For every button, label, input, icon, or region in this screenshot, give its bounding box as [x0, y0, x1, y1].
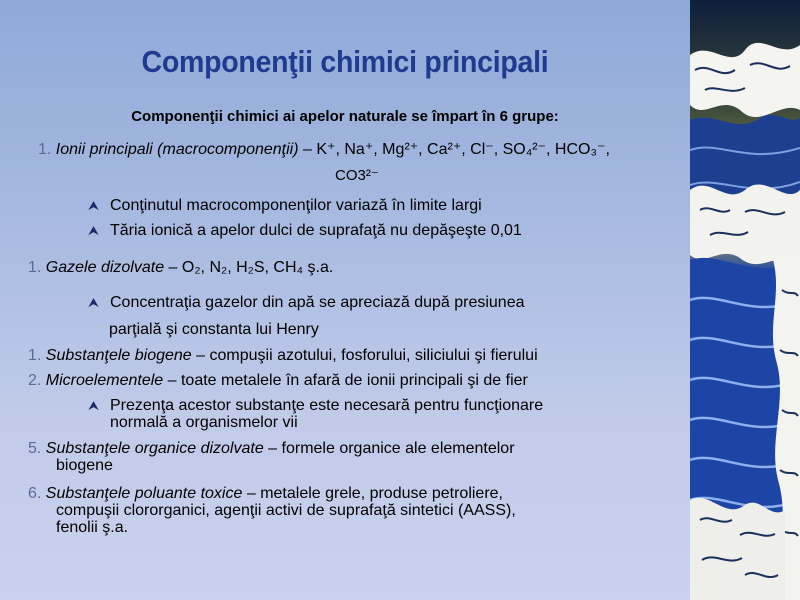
- bullet-text-continued: parţială şi constanta lui Henry: [109, 321, 319, 338]
- item-formula: K⁺, Na⁺, Mg²⁺, Ca²⁺, Cl⁻, SO₄²⁻, HCO₃⁻,: [316, 141, 610, 158]
- item-dash: –: [263, 440, 282, 457]
- item-dash: –: [242, 485, 261, 502]
- bullet-text: Concentraţia gazelor din apă se apreciază după presiunea: [110, 294, 525, 311]
- list-item-biogenic: [28, 346, 538, 366]
- bullet-item: [88, 397, 544, 414]
- bullet-text: Tăria ionică a apelor dulci de suprafaţă nu depăşeşte 0,01: [110, 222, 522, 239]
- item-text: toate metalele în afară de ionii principali şi de fier: [180, 372, 528, 389]
- item-label: Microelementele: [45, 372, 164, 389]
- bullet-text: Conţinutul macrocomponenţilor variază în limite largi: [110, 197, 482, 214]
- arrow-bullet-icon: ⮝: [88, 295, 100, 310]
- item-text-continued: fenolii ş.a.: [56, 519, 129, 536]
- item-number: 6.: [28, 485, 42, 502]
- item-text: formele organice ale elementelor: [281, 440, 515, 457]
- item-number: 5.: [28, 440, 42, 457]
- arrow-bullet-icon: ⮝: [88, 198, 100, 213]
- item-text-continued: compuşii clororganici, agenţii activi de suprafaţă sintetici (AASS),: [56, 502, 516, 519]
- list-item-organic: [28, 440, 515, 457]
- item-number: 1.: [38, 141, 52, 158]
- item-dash: –: [164, 259, 182, 276]
- item-dash: –: [191, 347, 210, 364]
- item-number: 2.: [28, 372, 42, 389]
- bullet-item: [88, 221, 522, 241]
- arrow-bullet-icon: ⮝: [88, 398, 100, 413]
- item-label: Ionii principali (macrocomponenţii): [55, 141, 299, 158]
- item-label: Substanţele biogene: [45, 347, 192, 364]
- slide-title: Componenţii chimici principali: [141, 44, 549, 79]
- list-item-microelements: [28, 371, 528, 391]
- list-item-pollutants: [28, 485, 503, 502]
- item-text: metalele grele, produse petroliere,: [260, 485, 503, 502]
- bullet-item: [88, 196, 482, 216]
- arrow-bullet-icon: ⮝: [88, 223, 100, 238]
- item-formula-continued: CO3²⁻: [335, 167, 379, 184]
- item-dash: –: [163, 372, 181, 389]
- item-formula: O₂, N₂, H₂S, CH₄ ş.a.: [181, 259, 334, 276]
- bullet-text-continued: normală a organismelor vii: [110, 414, 298, 431]
- item-text: compuşii azotului, fosforului, siliciului şi fierului: [209, 347, 538, 364]
- list-item-ions: [38, 140, 610, 160]
- item-label: Gazele dizolvate: [45, 259, 165, 276]
- item-text-continued: biogene: [56, 457, 113, 474]
- slide-subtitle: Componenţii chimici ai apelor naturale se împart în 6 grupe:: [131, 108, 559, 125]
- list-item-gases: [28, 258, 333, 278]
- item-number: 1.: [28, 259, 42, 276]
- item-label: Substanţele organice dizolvate: [45, 440, 264, 457]
- bullet-item: [88, 293, 525, 313]
- item-label: Substanţele poluante toxice: [45, 485, 243, 502]
- wave-illustration: [690, 0, 800, 600]
- bullet-text: Prezenţa acestor substanţe este necesară pentru funcţionare: [110, 397, 544, 414]
- item-dash: –: [298, 141, 317, 158]
- item-number: 1.: [28, 347, 42, 364]
